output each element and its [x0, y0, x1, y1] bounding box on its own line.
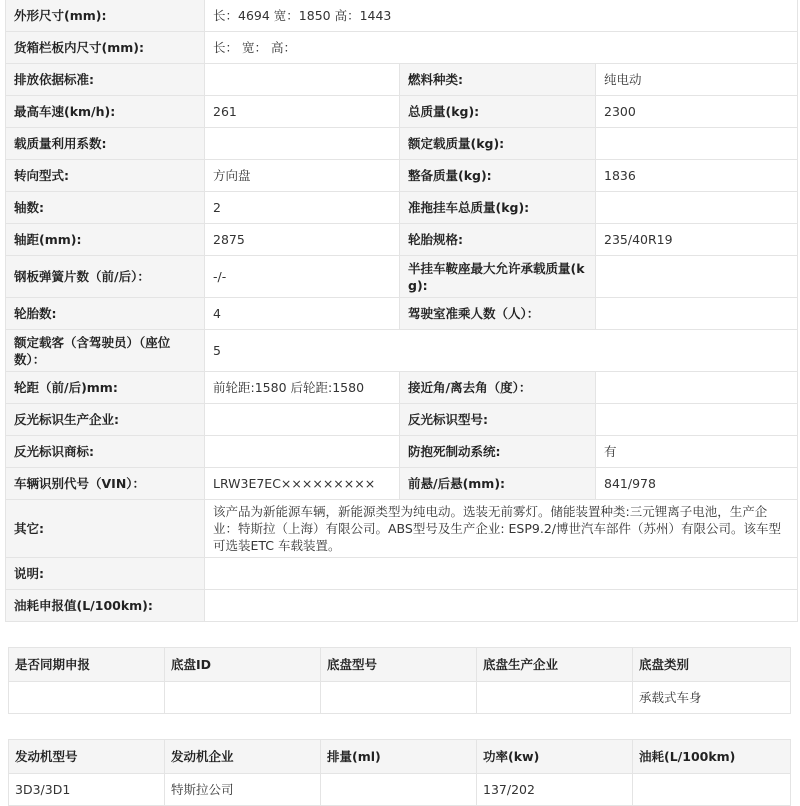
- param-label: 转向型式:: [6, 160, 205, 192]
- chassis-column-header: 是否同期申报: [9, 648, 165, 682]
- param-row: [6, 192, 798, 224]
- param-label: 钢板弹簧片数（前/后）：: [6, 256, 205, 298]
- param-value: [596, 372, 798, 404]
- param-row: [6, 372, 798, 404]
- param-label: 其它:: [6, 500, 205, 558]
- param-label: 半挂车鞍座最大允许承载质量(kg):: [400, 256, 596, 298]
- param-label: 车辆识别代号（VIN）：: [6, 468, 205, 500]
- param-value: 方向盘: [205, 160, 400, 192]
- param-label: 轮胎数:: [6, 298, 205, 330]
- chassis-cell: 承载式车身: [633, 682, 791, 714]
- param-value: 有: [596, 436, 798, 468]
- chassis-column-header: 底盘型号: [321, 648, 477, 682]
- engine-column-header: 发动机企业: [165, 740, 321, 774]
- param-row: [6, 500, 798, 558]
- param-value: [596, 192, 798, 224]
- param-value: [596, 404, 798, 436]
- chassis-column-header: 底盘生产企业: [477, 648, 633, 682]
- chassis-cell: [477, 682, 633, 714]
- param-value: 2: [205, 192, 400, 224]
- param-row: [6, 64, 798, 96]
- param-label: 说明:: [6, 558, 205, 590]
- engine-cell: 特斯拉公司: [165, 774, 321, 806]
- param-label: 油耗申报值(L/100km):: [6, 590, 205, 622]
- param-value: 长：4694 宽：1850 高：1443: [205, 0, 798, 32]
- param-value: 235/40R19: [596, 224, 798, 256]
- engine-cell: 137/202: [477, 774, 633, 806]
- param-row: [6, 224, 798, 256]
- param-value: 2300: [596, 96, 798, 128]
- chassis-cell: [9, 682, 165, 714]
- param-row: [6, 32, 798, 64]
- param-label: 外形尺寸(mm):: [6, 0, 205, 32]
- param-label: 额定载质量(kg):: [400, 128, 596, 160]
- param-label: 排放依据标准:: [6, 64, 205, 96]
- param-label: 反光标识生产企业:: [6, 404, 205, 436]
- chassis-cell: [321, 682, 477, 714]
- chassis-table: [8, 647, 791, 714]
- param-value: [596, 128, 798, 160]
- param-label: 额定载客（含驾驶员）（座位数）：: [6, 330, 205, 372]
- param-label: 前悬/后悬(mm):: [400, 468, 596, 500]
- engine-cell: 3D3/3D1: [9, 774, 165, 806]
- param-label: 准拖挂车总质量(kg):: [400, 192, 596, 224]
- chassis-column-header: 底盘类别: [633, 648, 791, 682]
- param-row: [6, 330, 798, 372]
- chassis-column-header: 底盘ID: [165, 648, 321, 682]
- param-value: 1836: [596, 160, 798, 192]
- param-label: 货箱栏板内尺寸(mm):: [6, 32, 205, 64]
- param-row: [6, 256, 798, 298]
- param-value: 261: [205, 96, 400, 128]
- param-label: 防抱死制动系统:: [400, 436, 596, 468]
- param-row: [6, 128, 798, 160]
- param-row: [6, 436, 798, 468]
- param-label: 轮胎规格:: [400, 224, 596, 256]
- table-row: [9, 682, 791, 714]
- param-label: 燃料种类:: [400, 64, 596, 96]
- chassis-header-row: [9, 648, 791, 682]
- param-row: [6, 0, 798, 32]
- param-value: [205, 590, 798, 622]
- engine-header-row: [9, 740, 791, 774]
- param-value: [205, 64, 400, 96]
- param-row: [6, 404, 798, 436]
- chassis-cell: [165, 682, 321, 714]
- param-label: 驾驶室准乘人数（人）：: [400, 298, 596, 330]
- param-value: [596, 298, 798, 330]
- param-row: [6, 160, 798, 192]
- engine-column-header: 功率(kw): [477, 740, 633, 774]
- param-label: 轮距（前/后)mm:: [6, 372, 205, 404]
- engine-column-header: 排量(ml): [321, 740, 477, 774]
- param-value: 前轮距:1580 后轮距:1580: [205, 372, 400, 404]
- param-value: 长： 宽： 高：: [205, 32, 798, 64]
- param-label: 接近角/离去角（度）：: [400, 372, 596, 404]
- param-value: LRW3E7EC×××××××××: [205, 468, 400, 500]
- param-label: 反光标识型号:: [400, 404, 596, 436]
- param-value: -/-: [205, 256, 400, 298]
- param-row: [6, 468, 798, 500]
- param-label: 轴数:: [6, 192, 205, 224]
- param-label: 总质量(kg):: [400, 96, 596, 128]
- param-value: [596, 256, 798, 298]
- engine-column-header: 油耗(L/100km): [633, 740, 791, 774]
- param-label: 整备质量(kg):: [400, 160, 596, 192]
- param-label: 反光标识商标:: [6, 436, 205, 468]
- param-value: 5: [205, 330, 798, 372]
- engine-table: [8, 739, 791, 806]
- param-value: 4: [205, 298, 400, 330]
- vehicle-parameters-table: [5, 0, 798, 622]
- param-value: [205, 558, 798, 590]
- engine-column-header: 发动机型号: [9, 740, 165, 774]
- param-row: [6, 96, 798, 128]
- param-value: 2875: [205, 224, 400, 256]
- param-value: 该产品为新能源车辆，新能源类型为纯电动。选装无前雾灯。储能装置种类:三元锂离子电池，生产企业：特斯拉（上海）有限公司。ABS型号及生产企业: ESP9.2/博世汽车部件（苏州）有限公司。该车型可选装ETC 车载装置。: [205, 500, 798, 558]
- param-label: 最高车速(km/h):: [6, 96, 205, 128]
- param-value: [205, 128, 400, 160]
- param-label: 载质量利用系数:: [6, 128, 205, 160]
- param-row: [6, 590, 798, 622]
- param-value: [205, 404, 400, 436]
- param-value: 841/978: [596, 468, 798, 500]
- param-row: [6, 558, 798, 590]
- param-row: [6, 298, 798, 330]
- param-value: 纯电动: [596, 64, 798, 96]
- param-label: 轴距(mm):: [6, 224, 205, 256]
- param-value: [205, 436, 400, 468]
